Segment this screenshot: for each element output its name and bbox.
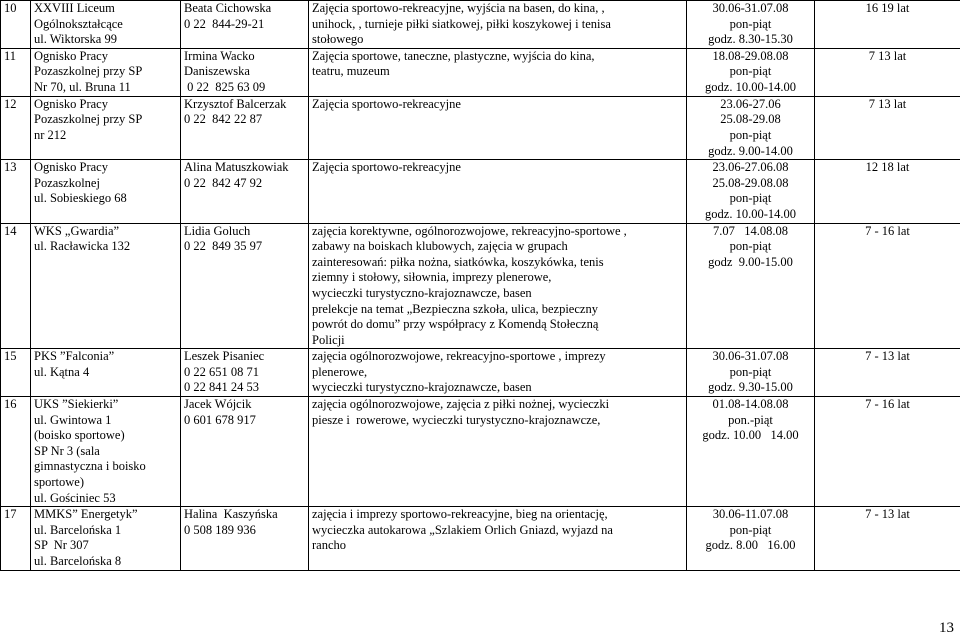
contact-cell-line: 0 22 842 47 92 bbox=[184, 175, 263, 190]
row-number: 11 bbox=[1, 48, 31, 96]
organization-cell-line: ul. Wiktorska 99 bbox=[34, 32, 117, 47]
contact-cell-line: 0 22 844-29-21 bbox=[184, 16, 265, 31]
organization-cell-line: Nr 70, ul. Bruna 11 bbox=[34, 79, 131, 94]
activities-cell bbox=[309, 1, 687, 49]
dates-cell-line: godz 9.00-15.00 bbox=[708, 254, 793, 269]
activities-cell bbox=[309, 160, 687, 223]
organization-cell-line: Pozaszkolnej bbox=[34, 175, 100, 190]
contact-cell bbox=[181, 160, 309, 223]
organization-cell bbox=[31, 223, 181, 349]
dates-cell bbox=[687, 397, 815, 507]
age-cell: 7 - 13 lat bbox=[815, 507, 960, 570]
activities-cell-line: zajęcia ogólnorozwojowe, rekreacyjno-sportowe , imprezy bbox=[312, 349, 606, 364]
organization-cell-line: XXVIII Liceum bbox=[34, 1, 115, 15]
contact-cell-line: 0 601 678 917 bbox=[184, 412, 256, 427]
table-row bbox=[1, 223, 960, 349]
row-number: 16 bbox=[1, 397, 31, 507]
dates-cell-line: godz. 9.00-14.00 bbox=[708, 143, 793, 158]
dates-cell-line: 18.08-29.08.08 bbox=[712, 48, 789, 63]
dates-cell-line: godz. 8.00 16.00 bbox=[705, 538, 796, 553]
organization-cell-line: sportowe) bbox=[34, 475, 84, 490]
activities-cell bbox=[309, 223, 687, 349]
contact-cell bbox=[181, 48, 309, 96]
organization-cell-line: Ognisko Pracy bbox=[34, 160, 108, 175]
table-row bbox=[1, 48, 960, 96]
contact-cell-line: 0 22 825 63 09 bbox=[184, 79, 266, 94]
contact-cell-line: 0 22 841 24 53 bbox=[184, 380, 259, 395]
dates-cell-line: godz. 10.00-14.00 bbox=[705, 206, 796, 221]
activities-cell-line: Zajęcia sportowo-rekreacyjne, wyjścia na basen, do kina, , bbox=[312, 1, 605, 15]
table-row bbox=[1, 1, 960, 49]
activities-cell-line: zajęcia i imprezy sportowo-rekreacyjne, bieg na orientację, bbox=[312, 507, 608, 522]
age-cell: 12 18 lat bbox=[815, 160, 960, 223]
contact-cell-line: 0 508 189 936 bbox=[184, 522, 256, 537]
activities-cell-line: Zajęcia sportowo-rekreacyjne bbox=[312, 96, 461, 111]
age-cell: 16 19 lat bbox=[815, 1, 960, 49]
contact-cell bbox=[181, 1, 309, 49]
dates-cell-line: pon-piąt bbox=[729, 16, 772, 31]
dates-cell-line: pon-piąt bbox=[729, 239, 772, 254]
organization-cell bbox=[31, 397, 181, 507]
age-cell: 7 13 lat bbox=[815, 96, 960, 159]
dates-cell-line: godz. 8.30-15.30 bbox=[708, 32, 793, 47]
activities-cell-line: wycieczka autokarowa „Szlakiem Orlich Gniazd, wyjazd na bbox=[312, 522, 613, 537]
dates-cell bbox=[687, 223, 815, 349]
activities-cell-line: rancho bbox=[312, 538, 347, 553]
dates-cell bbox=[687, 160, 815, 223]
dates-cell-line: 25.08-29.08 bbox=[720, 112, 781, 127]
organization-cell-line: MMKS” Energetyk” bbox=[34, 507, 138, 522]
organization-cell bbox=[31, 160, 181, 223]
row-number: 10 bbox=[1, 1, 31, 49]
dates-cell-line: pon-piąt bbox=[729, 191, 772, 206]
contact-cell-line: Halina Kaszyńska bbox=[184, 507, 278, 522]
organization-cell-line: Ognisko Pracy bbox=[34, 48, 108, 63]
organization-cell-line: Ogólnokształcące bbox=[34, 16, 123, 31]
row-number: 15 bbox=[1, 349, 31, 397]
activities-cell-line: piesze i rowerowe, wycieczki turystyczno-krajoznawcze, bbox=[312, 412, 601, 427]
dates-cell-line: 30.06-11.07.08 bbox=[712, 507, 789, 522]
organization-cell-line: PKS ”Falconia” bbox=[34, 349, 115, 364]
row-number: 14 bbox=[1, 223, 31, 349]
contact-cell-line: Krzysztof Balcerzak bbox=[184, 96, 287, 111]
dates-cell-line: godz. 9.30-15.00 bbox=[708, 380, 793, 395]
organization-cell-line: ul. Sobieskiego 68 bbox=[34, 191, 127, 206]
activities-cell-line: zabawy na boiskach klubowych, zajęcia w grupach bbox=[312, 239, 568, 254]
activities-cell-line: powrót do domu” przy współpracy z Komendą Stołeczną bbox=[312, 317, 599, 332]
contact-cell-line: Lidia Goluch bbox=[184, 223, 251, 238]
table-row bbox=[1, 96, 960, 159]
organization-cell bbox=[31, 349, 181, 397]
organization-cell bbox=[31, 507, 181, 570]
organization-cell-line: Pozaszkolnej przy SP bbox=[34, 112, 143, 127]
row-number: 12 bbox=[1, 96, 31, 159]
organization-cell-line: ul. Racławicka 132 bbox=[34, 239, 131, 254]
activities-cell-line: plenerowe, bbox=[312, 364, 368, 379]
table-body bbox=[1, 1, 960, 571]
organization-cell-line: gimnastyczna i boisko bbox=[34, 459, 146, 474]
dates-cell-line: 01.08-14.08.08 bbox=[712, 397, 789, 412]
activities-cell-line: prelekcje na temat „Bezpieczna szkoła, ulica, bezpieczny bbox=[312, 301, 598, 316]
activities-cell bbox=[309, 48, 687, 96]
contact-cell-line: 0 22 842 22 87 bbox=[184, 112, 263, 127]
organization-cell-line: SP Nr 307 bbox=[34, 538, 89, 553]
row-number: 13 bbox=[1, 160, 31, 223]
organization-cell-line: ul. Gościniec 53 bbox=[34, 490, 116, 505]
activities-cell-line: zainteresowań: piłka nożna, siatkówka, koszykówka, tenis bbox=[312, 254, 604, 269]
dates-cell-line: pon-piąt bbox=[729, 64, 772, 79]
dates-cell-line: 7.07 14.08.08 bbox=[713, 223, 788, 238]
dates-cell-line: 25.08-29.08.08 bbox=[712, 175, 789, 190]
table-row bbox=[1, 397, 960, 507]
organization-cell-line: (boisko sportowe) bbox=[34, 428, 125, 443]
organization-cell bbox=[31, 48, 181, 96]
dates-cell bbox=[687, 96, 815, 159]
activities-cell-line: Zajęcia sportowo-rekreacyjne bbox=[312, 160, 461, 175]
organization-cell-line: UKS ”Siekierki” bbox=[34, 397, 119, 412]
contact-cell-line: 0 22 651 08 71 bbox=[184, 364, 259, 379]
organization-cell-line: nr 212 bbox=[34, 127, 67, 142]
contact-cell bbox=[181, 507, 309, 570]
contact-cell-line: Leszek Pisaniec bbox=[184, 349, 265, 364]
dates-cell-line: pon-piąt bbox=[729, 127, 772, 142]
contact-cell bbox=[181, 223, 309, 349]
dates-cell bbox=[687, 349, 815, 397]
organization-cell-line: SP Nr 3 (sala bbox=[34, 443, 100, 458]
dates-cell bbox=[687, 1, 815, 49]
organization-cell-line: Pozaszkolnej przy SP bbox=[34, 64, 143, 79]
contact-cell-line: 0 22 849 35 97 bbox=[184, 239, 263, 254]
activities-cell-line: unihock, , turnieje piłki siatkowej, piłki koszykowej i tenisa bbox=[312, 16, 611, 31]
dates-cell-line: godz. 10.00-14.00 bbox=[705, 79, 796, 94]
contact-cell-line: Beata Cichowska bbox=[184, 1, 272, 15]
table-row bbox=[1, 160, 960, 223]
activities-cell-line: wycieczki turystyczno-krajoznawcze, basen bbox=[312, 285, 532, 300]
age-cell: 7 13 lat bbox=[815, 48, 960, 96]
activities-cell bbox=[309, 96, 687, 159]
dates-cell-line: pon-piąt bbox=[729, 522, 772, 537]
dates-cell-line: pon.-piąt bbox=[728, 412, 773, 427]
contact-cell bbox=[181, 96, 309, 159]
contact-cell-line: Daniszewska bbox=[184, 64, 250, 79]
organization-cell-line: ul. Kątna 4 bbox=[34, 364, 90, 379]
organization-cell-line: WKS „Gwardia” bbox=[34, 223, 120, 238]
activities-cell-line: ziemny i stołowy, siłownia, imprezy plenerowe, bbox=[312, 270, 552, 285]
dates-cell-line: 30.06-31.07.08 bbox=[712, 349, 789, 364]
row-number: 17 bbox=[1, 507, 31, 570]
activities-cell bbox=[309, 507, 687, 570]
table-row bbox=[1, 507, 960, 570]
dates-cell-line: godz. 10.00 14.00 bbox=[702, 428, 799, 443]
organization-cell-line: Ognisko Pracy bbox=[34, 96, 108, 111]
age-cell: 7 - 16 lat bbox=[815, 223, 960, 349]
contact-cell-line: Irmina Wacko bbox=[184, 48, 255, 63]
contact-cell bbox=[181, 397, 309, 507]
organization-cell-line: ul. Barcelońska 1 bbox=[34, 522, 122, 537]
dates-cell-line: 30.06-31.07.08 bbox=[712, 1, 789, 15]
page-number: 13 bbox=[939, 620, 954, 636]
organization-cell-line: ul. Barcelońska 8 bbox=[34, 554, 122, 568]
contact-cell-line: Alina Matuszkowiak bbox=[184, 160, 289, 175]
activities-cell-line: teatru, muzeum bbox=[312, 64, 390, 79]
activities-cell-line: Zajęcia sportowe, taneczne, plastyczne, wyjścia do kina, bbox=[312, 48, 595, 63]
dates-cell-line: 23.06-27.06.08 bbox=[712, 160, 789, 175]
organization-cell-line: ul. Gwintowa 1 bbox=[34, 412, 112, 427]
table-row bbox=[1, 349, 960, 397]
age-cell: 7 - 13 lat bbox=[815, 349, 960, 397]
age-cell: 7 - 16 lat bbox=[815, 397, 960, 507]
dates-cell-line: pon-piąt bbox=[729, 364, 772, 379]
activities-cell-line: zajęcia ogólnorozwojowe, zajęcia z piłki nożnej, wycieczki bbox=[312, 397, 610, 412]
activities-cell-line: Policji bbox=[312, 332, 345, 347]
activities-cell-line: zajęcia korektywne, ogólnorozwojowe, rekreacyjno-sportowe , bbox=[312, 223, 627, 238]
dates-cell-line: 23.06-27.06 bbox=[720, 96, 781, 111]
activities-cell-line: wycieczki turystyczno-krajoznawcze, basen bbox=[312, 380, 532, 395]
organization-cell bbox=[31, 96, 181, 159]
dates-cell bbox=[687, 507, 815, 570]
organization-cell bbox=[31, 1, 181, 49]
dates-cell bbox=[687, 48, 815, 96]
contact-cell-line: Jacek Wójcik bbox=[184, 397, 252, 412]
activities-cell-line: stołowego bbox=[312, 32, 364, 47]
activities-cell bbox=[309, 349, 687, 397]
activities-cell bbox=[309, 397, 687, 507]
contact-cell bbox=[181, 349, 309, 397]
